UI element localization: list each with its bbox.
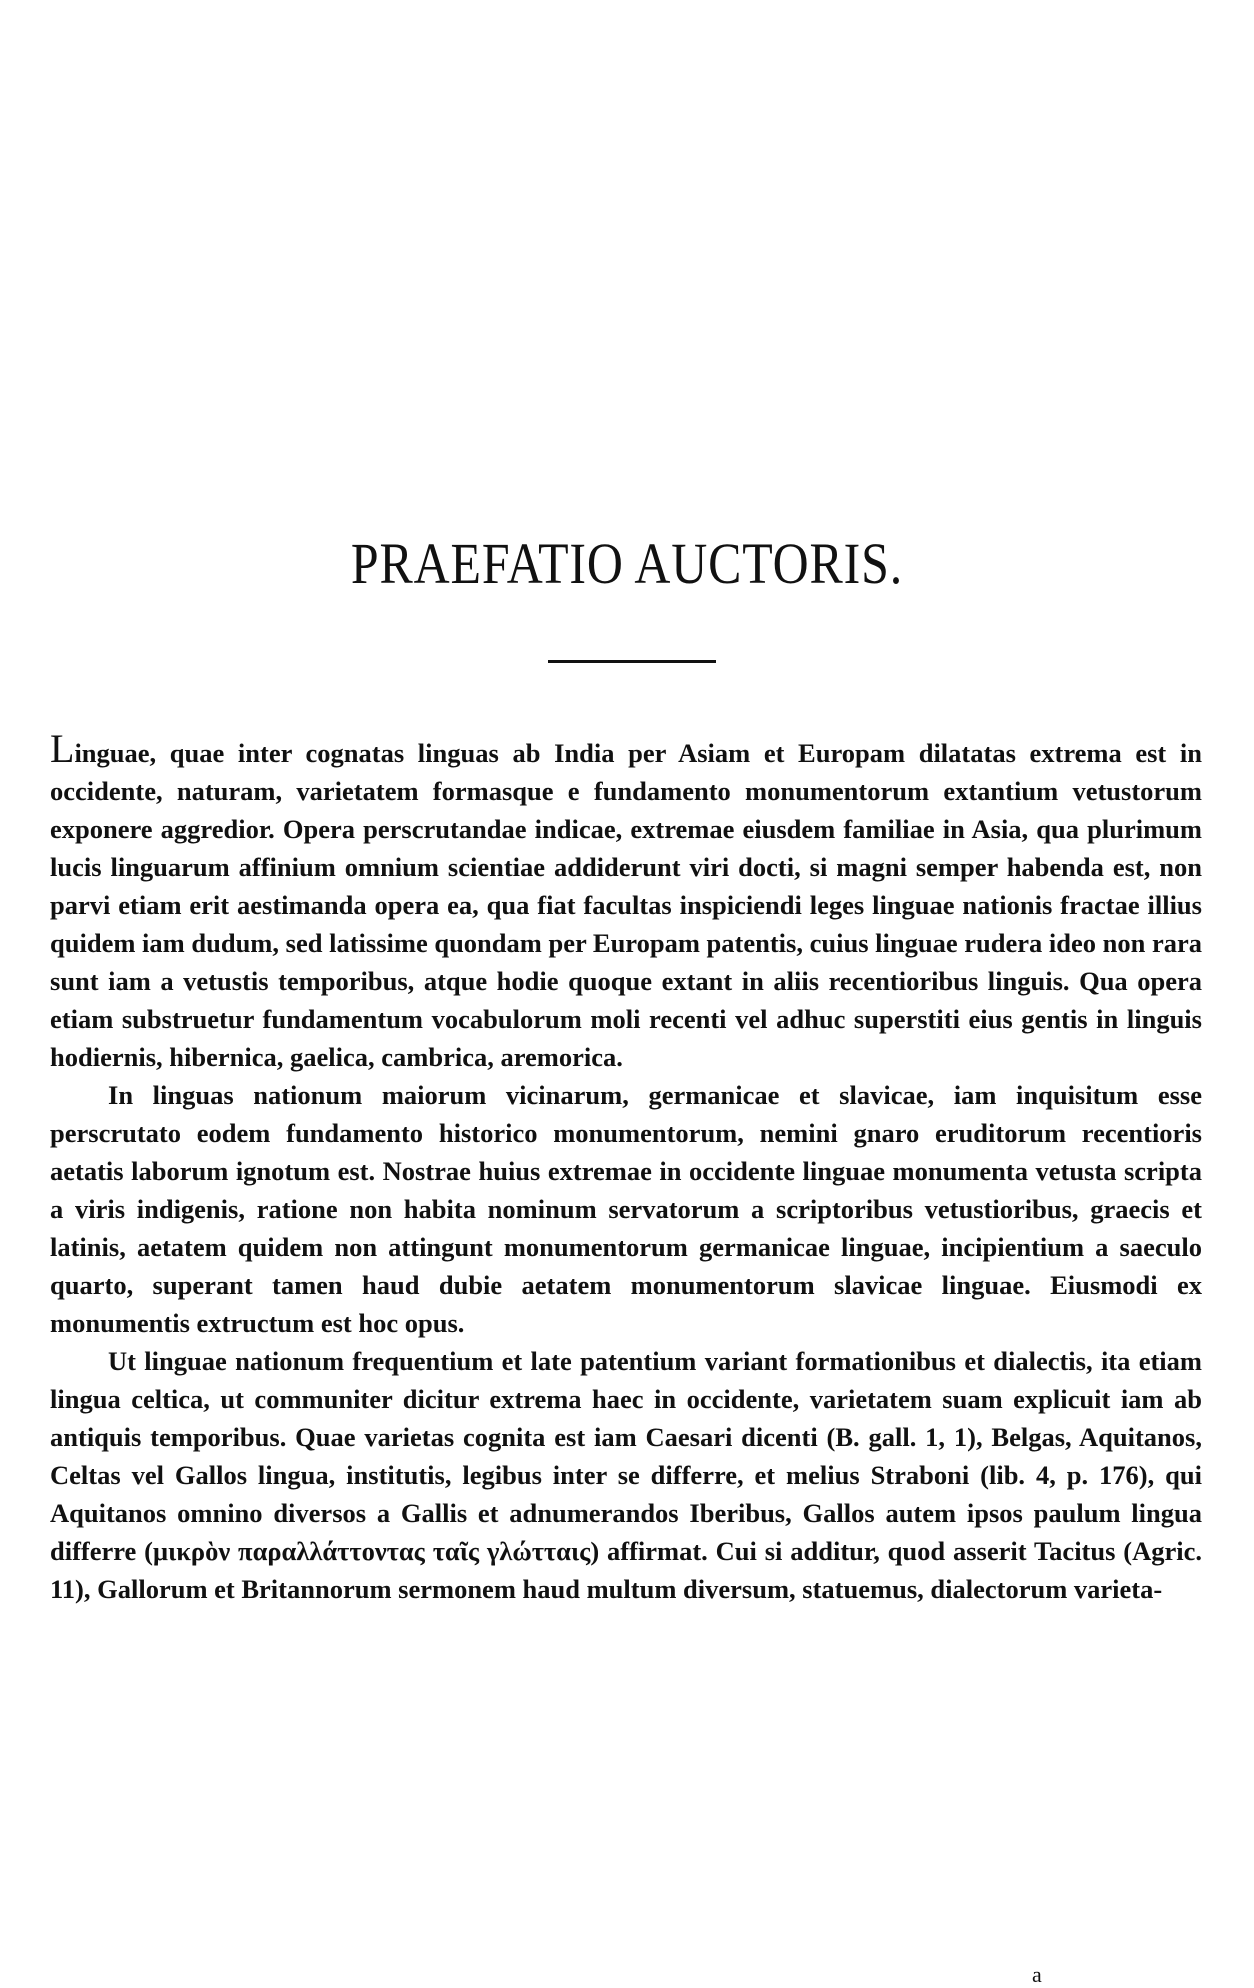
- paragraph-3: Ut linguae nationum frequentium et late patentium variant formationibus et dialectis, ita etiam lingua celtica, ut communiter dicitur extrema haec in occidente, varietatem suam explicuit iam ab antiquis temporibus. Quae varietas cognita est iam Caesari dicenti (B. gall. 1, 1), Belgas, Aquitanos, Celtas vel Gallos lingua, institutis, legibus inter se differre, et melius Straboni (lib. 4, p. 176), qui Aquitanos omnino diversos a Gallis et adnumerandos Iberibus, Gallos autem ipsos paulum lingua differre (μικρὸν παραλλάττοντας ταῖς γλώτταις) affirmat. Cui si additur, quod asserit Tacitus (Agric. 11), Gallorum et Britannorum sermonem haud multum diversum, statuemus, dialectorum varieta-: [50, 1346, 1202, 1604]
- body-text: [50, 726, 1202, 1608]
- signature-mark: a: [1032, 1962, 1042, 1987]
- title-rule: [548, 660, 716, 663]
- page-title: PRAEFATIO AUCTORIS.: [350, 531, 904, 596]
- initial-letter: L: [50, 726, 75, 771]
- paragraph-1-text: inguae, quae inter cognatas linguas ab India per Asiam et Europam dilatatas extrema est in occidente, naturam, varietatem formasque e fundamento monumentorum extantium vetustorum exponere aggredior. Opera perscrutandae indicae, extremae eiusdem familiae in Asia, qua plurimum lucis linguarum affinium omnium scientiae addiderunt viri docti, si magni semper habenda est, non parvi etiam erit aestimanda opera ea, qua fiat facultas inspiciendi leges linguae nationis fractae illius quidem iam dudum, sed latissime quondam per Europam patentis, cuius linguae rudera ideo non rara sunt iam a vetustis temporibus, atque hodie quoque extant in aliis recentioribus linguis. Qua opera etiam substruetur fundamentum vocabulorum moli recenti vel adhuc superstiti eius gentis in linguis hodiernis, hibernica, gaelica, cambrica, aremorica.: [50, 738, 1202, 1072]
- paragraph-2: In linguas nationum maiorum vicinarum, germanicae et slavicae, iam inquisitum esse perscrutato eodem fundamento historico monumentorum, nemini gnaro eruditorum recentioris aetatis laborum ignotum est. Nostrae huius extremae in occidente linguae monumenta vetusta scripta a viris indigenis, ratione non habita nominum servatorum a scriptoribus vetustioribus, graecis et latinis, aetatem quidem non attingunt monumentorum germanicae linguae, incipientium a saeculo quarto, superant tamen haud dubie aetatem monumentorum slavicae linguae. Eiusmodi ex monumentis extructum est hoc opus.: [50, 1080, 1202, 1338]
- paragraph-1: [50, 726, 1202, 1076]
